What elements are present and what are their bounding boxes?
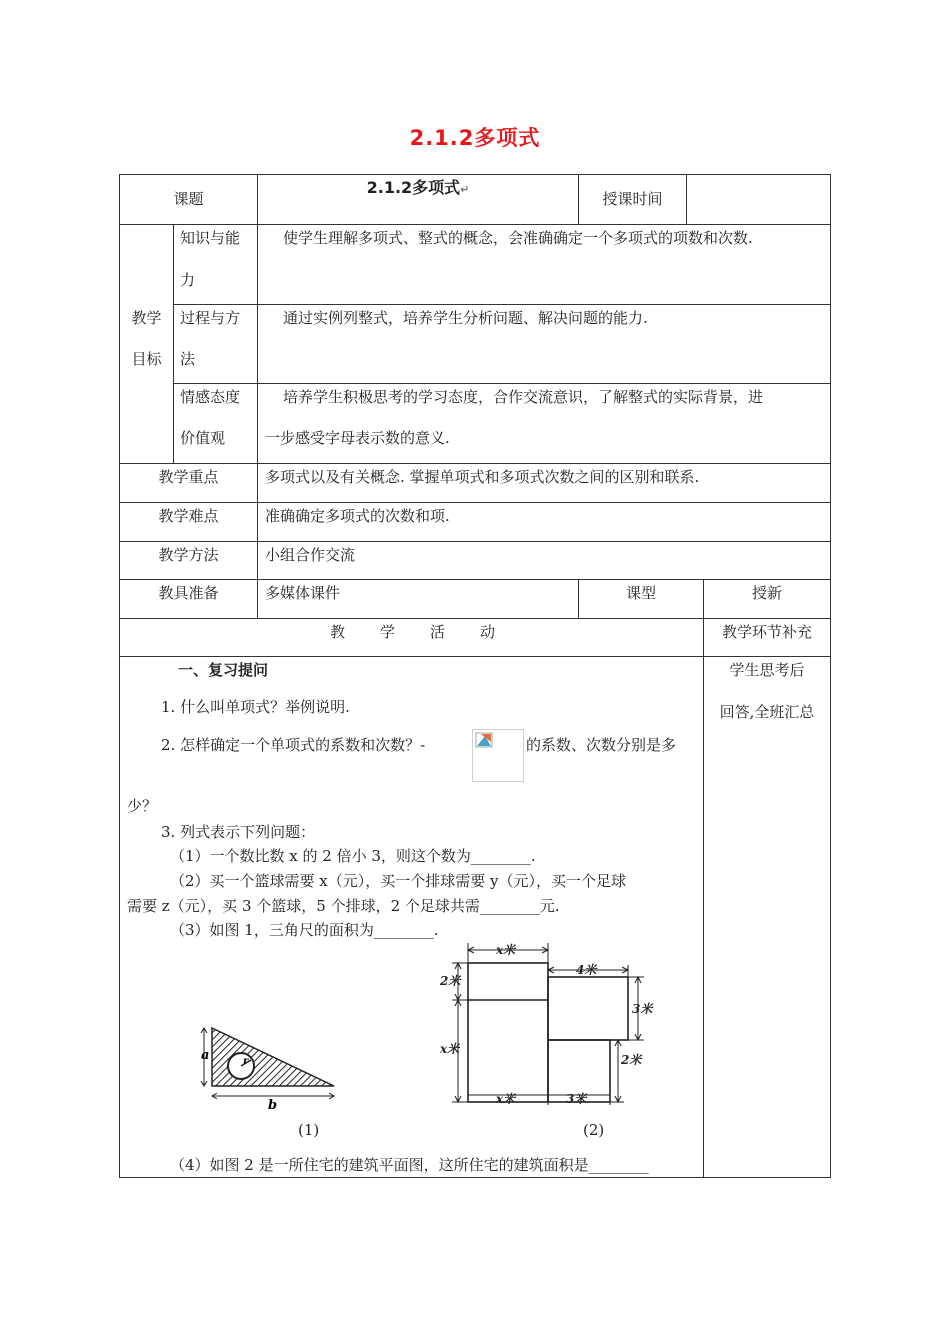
prep-value: 多媒体课件 bbox=[265, 584, 341, 602]
activity-header-char-2: 学 bbox=[380, 623, 396, 641]
fig2-label-bottom-left: x米 bbox=[496, 1092, 516, 1105]
difficulty-value: 准确确定多项式的次数和项. bbox=[265, 507, 450, 525]
goal-name-knowledge-2: 力 bbox=[180, 271, 196, 289]
question-3-1: （1）一个数比数 x 的 2 倍小 3，则这个数为________. bbox=[170, 847, 536, 865]
activity-header-char-3: 活 bbox=[430, 623, 446, 641]
goal-text-process: 通过实例列整式，培养学生分析问题、解决问题的能力. bbox=[283, 309, 648, 327]
figure-1-caption: (1) bbox=[298, 1121, 320, 1139]
section-title: 一、复习提问 bbox=[178, 661, 269, 679]
supplement-header: 教学环节补充 bbox=[721, 623, 812, 641]
time-label: 授课时间 bbox=[602, 190, 663, 208]
triangle-ruler-figure bbox=[198, 1018, 340, 1110]
broken-image-icon bbox=[472, 729, 524, 782]
fig2-label-right-mid: 3米 bbox=[632, 1002, 653, 1016]
goal-text-attitude-2: 一步感受字母表示数的意义. bbox=[265, 429, 450, 447]
method-label: 教学方法 bbox=[158, 546, 219, 564]
subject-value: 2.1.2多项式↵ bbox=[366, 178, 470, 197]
lesson-type-label: 课型 bbox=[625, 584, 656, 602]
page-title: 2.1.2多项式 bbox=[409, 126, 541, 150]
question-3: 3. 列式表示下列问题： bbox=[161, 823, 316, 841]
lesson-type-value: 授新 bbox=[751, 584, 782, 602]
fig2-label-right-low: 2米 bbox=[621, 1053, 642, 1067]
figure-2-caption: (2) bbox=[583, 1121, 605, 1139]
floor-plan-figure bbox=[438, 935, 666, 1105]
activity-header-char-4: 动 bbox=[480, 623, 496, 641]
goal-name-attitude: 情感态度 bbox=[180, 388, 241, 406]
fig2-label-right-top: 4米 bbox=[576, 963, 597, 977]
key-points-value: 多项式以及有关概念. 掌握单项式和多项式次数之间的区别和联系. bbox=[265, 468, 700, 486]
goals-label-2: 目标 bbox=[131, 350, 162, 368]
question-3-4: （4）如图 2 是一所住宅的建筑平面图，这所住宅的建筑面积是________ bbox=[170, 1156, 649, 1174]
label-r: r bbox=[243, 1056, 249, 1067]
goals-label-1: 教学 bbox=[131, 309, 162, 327]
side-note-2: 回答,全班汇总 bbox=[719, 703, 815, 721]
goal-text-attitude: 培养学生积极思考的学习态度，合作交流意识，了解整式的实际背景，进 bbox=[283, 388, 764, 406]
label-a: a bbox=[201, 1048, 210, 1063]
prep-label: 教具准备 bbox=[158, 584, 219, 602]
label-b: b bbox=[268, 1098, 278, 1110]
subject-label: 课题 bbox=[173, 190, 204, 208]
goal-name-knowledge: 知识与能 bbox=[180, 229, 241, 247]
question-3-2-cont: 需要 z（元），买 3 个篮球，5 个排球，2 个足球共需________元. bbox=[127, 897, 560, 915]
question-2-end: 少？ bbox=[127, 797, 158, 815]
question-1: 1. 什么叫单项式？举例说明. bbox=[161, 698, 350, 716]
difficulty-label: 教学难点 bbox=[158, 507, 219, 525]
question-3-2: （2）买一个篮球需要 x（元），买一个排球需要 y（元），买一个足球 bbox=[170, 872, 627, 890]
goal-text-knowledge: 使学生理解多项式、整式的概念，会准确确定一个多项式的项数和次数. bbox=[283, 229, 753, 247]
fig2-label-left-mid: x米 bbox=[440, 1042, 460, 1056]
goal-name-process-2: 法 bbox=[180, 350, 196, 368]
fig2-label-bottom-right: 3米 bbox=[566, 1092, 587, 1105]
side-note-1: 学生思考后 bbox=[729, 661, 805, 679]
goal-name-attitude-2: 价值观 bbox=[180, 429, 226, 447]
fig2-label-top: x米 bbox=[496, 943, 516, 957]
return-mark-icon: ↵ bbox=[460, 183, 470, 196]
method-value: 小组合作交流 bbox=[265, 546, 356, 564]
fig2-label-left-top: 2米 bbox=[440, 974, 461, 988]
question-2-cont: 的系数、次数分别是多 bbox=[526, 736, 677, 754]
question-2: 2. 怎样确定一个单项式的系数和次数？- bbox=[161, 736, 426, 754]
goal-name-process: 过程与方 bbox=[180, 309, 241, 327]
activity-header-char-1: 教 bbox=[330, 623, 346, 641]
question-3-3: （3）如图 1，三角尺的面积为________. bbox=[170, 921, 439, 939]
key-points-label: 教学重点 bbox=[158, 468, 219, 486]
